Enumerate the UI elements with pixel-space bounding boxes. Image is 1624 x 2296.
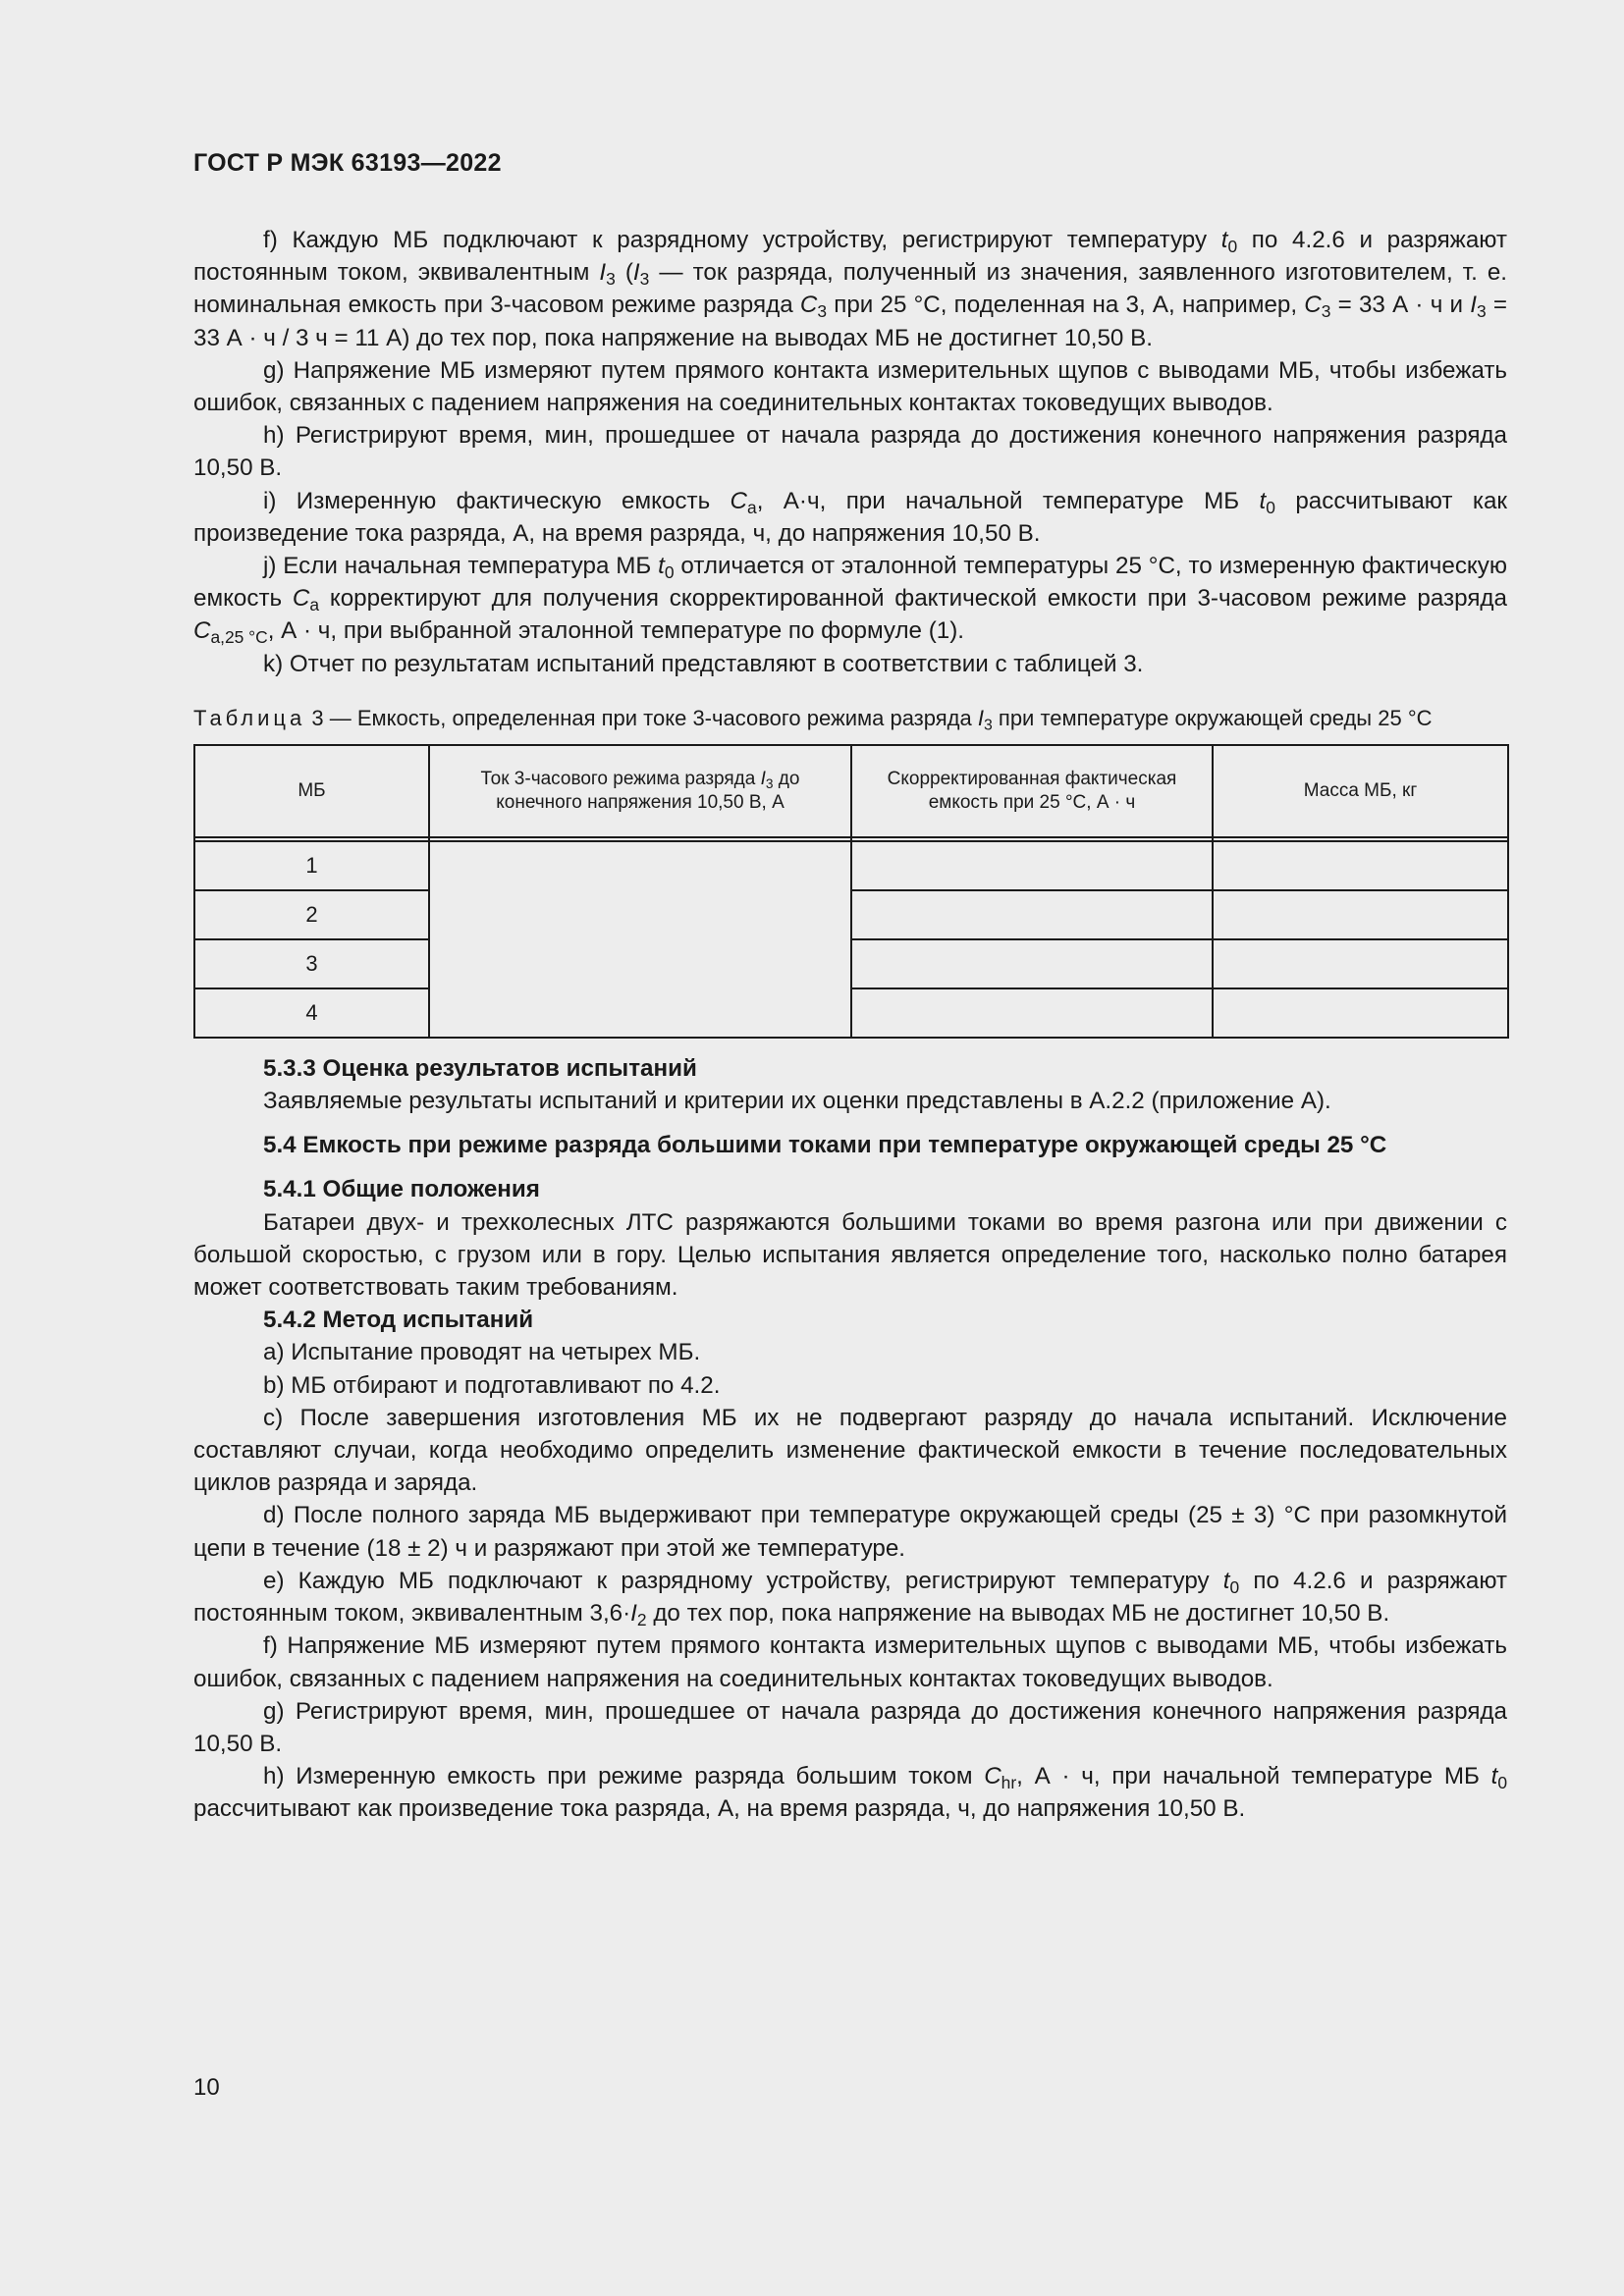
paragraph-g: g) Напряжение МБ измеряют путем прямого контакта измерительных щупов с выводами МБ, чтобы избежать ошибок, связанных с падением напряжения на соединительных контактах токоведущих выводов. [193, 356, 1507, 417]
page-content [193, 224, 1507, 1826]
table-row [194, 841, 1508, 890]
table-cell: 4 [194, 988, 429, 1038]
section-title-5-4-2: 5.4.2 Метод испытаний [263, 1307, 534, 1334]
text-run: e) Каждую МБ подключают к разрядному устройству, регистрируют температуру [263, 1567, 1223, 1594]
paragraph-h: h) Регистрируют время, мин, прошедшее от начала разряда до достижения конечного напряжения разряда 10,50 В. [193, 422, 1507, 482]
text-run: до конечного напряжения 10,50 В, А [496, 768, 800, 813]
text-run: j) Если начальная температура МБ [263, 553, 659, 580]
list-item-h [193, 1760, 1507, 1825]
subscript: 0 [664, 561, 675, 582]
symbol-i: I [760, 768, 766, 789]
subscript: 0 [1227, 236, 1238, 256]
table-row [194, 988, 1508, 1038]
symbol-i: I [630, 1600, 637, 1628]
table-cell [1213, 841, 1508, 890]
subscript: hr [1001, 1772, 1017, 1792]
table-cell [851, 939, 1213, 988]
section-title-5-4-1: 5.4.1 Общие положения [263, 1176, 540, 1203]
list-item-b: b) МБ отбирают и подготавливают по 4.2. [263, 1371, 721, 1399]
text-run: , А · ч, при выбранной эталонной температуре по формуле (1). [267, 617, 965, 645]
symbol-c: C [193, 617, 211, 645]
symbol-t: t [1222, 1567, 1230, 1594]
text-run: при 25 °С, поделенная на 3, А, например, [827, 292, 1305, 319]
section-text-5-3-3: Заявляемые результаты испытаний и критерии их оценки представлены в А.2.2 (приложение А). [263, 1088, 1331, 1115]
symbol-c: C [730, 487, 748, 514]
symbol-t: t [658, 553, 665, 580]
table-header-row [194, 745, 1508, 837]
subscript: a [309, 595, 320, 615]
subscript: a,25 °C [210, 627, 268, 648]
symbol-i: I [977, 705, 984, 730]
subscript: 3 [983, 717, 993, 734]
symbol-i: I [599, 259, 607, 287]
text-run: по 4.2.6 и разряжают постоянным током, эквивалентным [193, 227, 1507, 287]
list-item-g: g) Регистрируют время, мин, прошедшее от начала разряда до достижения конечного напряжения разряда 10,50 В. [193, 1697, 1507, 1757]
symbol-c: C [984, 1763, 1001, 1790]
subscript: 3 [765, 775, 774, 791]
text-run: Ток 3-часового режима разряда [480, 768, 761, 789]
text-run: f) Каждую МБ подключают к разрядному устройству, регистрируют температуру [263, 227, 1221, 253]
text-run: по 4.2.6 и разряжают постоянным током, эквивалентным 3,6· [193, 1567, 1508, 1628]
subscript: 0 [1229, 1576, 1240, 1597]
subscript: 3 [1476, 301, 1487, 322]
symbol-t: t [1259, 487, 1267, 514]
list-item-e [193, 1565, 1507, 1629]
table-row [194, 890, 1508, 939]
symbol-c: C [292, 585, 310, 613]
subscript: 3 [639, 269, 650, 290]
section-text-5-4-1: Батареи двух- и трехколесных ЛТС разряжаются большими токами во время разгона или при движении с большой скоростью, с грузом или в гору. Целью испытания является определение того, насколько полно батарея может соответствовать таким требованиям. [193, 1208, 1507, 1302]
section-title-5-3-3: 5.3.3 Оценка результатов испытаний [263, 1054, 697, 1082]
list-item-f: f) Напряжение МБ измеряют путем прямого контакта измерительных щупов с выводами МБ, чтобы избежать ошибок, связанных с падением напряжения на соединительных контактах токоведущих выводов. [193, 1632, 1507, 1692]
list-item-a: a) Испытание проводят на четырех МБ. [263, 1339, 701, 1366]
table-cell-merged [429, 841, 851, 1038]
section-title-5-4: 5.4 Емкость при режиме разряда большими токами при температуре окружающей среды 25 °С [263, 1132, 1387, 1159]
subscript: 0 [1497, 1772, 1508, 1792]
subscript: 3 [817, 301, 828, 322]
column-header-current [429, 745, 851, 837]
column-header-capacity: Скорректированная фактическая емкость при 25 °С, А · ч [851, 745, 1213, 837]
paragraph-i [193, 485, 1507, 550]
text-run: = 33 А · ч и [1330, 292, 1471, 319]
symbol-t: t [1220, 227, 1228, 253]
subscript: 3 [1321, 301, 1331, 322]
paragraph-f [193, 224, 1507, 354]
text-run: , А·ч, при начальной температуре МБ [756, 487, 1260, 514]
table-caption [193, 704, 1507, 732]
table-row [194, 939, 1508, 988]
text-run: , А · ч, при начальной температуре МБ [1016, 1763, 1491, 1790]
caption-label: Таблица [193, 705, 306, 730]
subscript: a [747, 497, 757, 517]
text-run: = 33 А · ч / 3 ч = 11 А) до тех пор, пока напряжение на выводах МБ не достигнет 10,50 В. [193, 292, 1507, 351]
symbol-c: C [1304, 292, 1322, 319]
page-number: 10 [193, 2074, 220, 2101]
column-header-mb: МБ [194, 745, 429, 837]
table-cell: 3 [194, 939, 429, 988]
text-run: i) Измеренную фактическую емкость [263, 487, 731, 514]
text-run: отличается от эталонной температуры 25 °С, то измеренную фактическую емкость [193, 553, 1508, 613]
table-cell [1213, 988, 1508, 1038]
list-item-d: d) После полного заряда МБ выдерживают при температуре окружающей среды (25 ± 3) °С при разомкнутой цепи в течение (18 ± 2) ч и разряжают при этой же температуре. [193, 1502, 1507, 1562]
symbol-c: C [799, 292, 818, 319]
text-run: 3 — Емкость, определенная при токе 3-часового режима разряда [305, 705, 978, 730]
symbol-i: I [632, 259, 640, 287]
table-cell [851, 890, 1213, 939]
text-run: h) Измеренную емкость при режиме разряда большим током [263, 1763, 985, 1790]
text-run: — ток разряда, полученный из значения, заявленного изготовителем, т. е. номинальная емкость при 3-часовом режиме разряда [193, 259, 1507, 319]
paragraph-k: k) Отчет по результатам испытаний представляют в соответствии с таблицей 3. [263, 650, 1144, 677]
table-3 [193, 744, 1509, 1039]
paragraph-j [193, 550, 1507, 648]
subscript: 3 [606, 269, 616, 290]
table-cell [851, 841, 1213, 890]
document-header: ГОСТ Р МЭК 63193—2022 [193, 149, 502, 177]
symbol-t: t [1490, 1763, 1498, 1790]
text-run: при температуре окружающей среды 25 °С [992, 705, 1433, 730]
subscript: 0 [1266, 497, 1275, 517]
table-cell [1213, 939, 1508, 988]
list-item-c: c) После завершения изготовления МБ их не подвергают разряду до начала испытаний. Исключение составляют случаи, когда необходимо определить изменение фактической емкости в течение последовательных циклов разряда и заряда. [193, 1404, 1507, 1497]
text-run: рассчитывают как произведение тока разряда, А, на время разряда, ч, до напряжения 10,50 В. [193, 1795, 1246, 1823]
subscript: 2 [636, 1609, 647, 1629]
text-run: ( [615, 259, 633, 287]
table-cell: 1 [194, 841, 429, 890]
text-run: корректируют для получения скорректированной фактической емкости при 3-часовом режиме разряда [319, 585, 1507, 613]
table-cell: 2 [194, 890, 429, 939]
symbol-i: I [1470, 292, 1477, 319]
column-header-mass: Масса МБ, кг [1213, 745, 1508, 837]
text-run: рассчитывают как произведение тока разряда, А, на время разряда, ч, до напряжения 10,50 В. [193, 487, 1507, 547]
table-cell [851, 988, 1213, 1038]
table-cell [1213, 890, 1508, 939]
text-run: до тех пор, пока напряжение на выводах МБ не достигнет 10,50 В. [646, 1600, 1390, 1628]
